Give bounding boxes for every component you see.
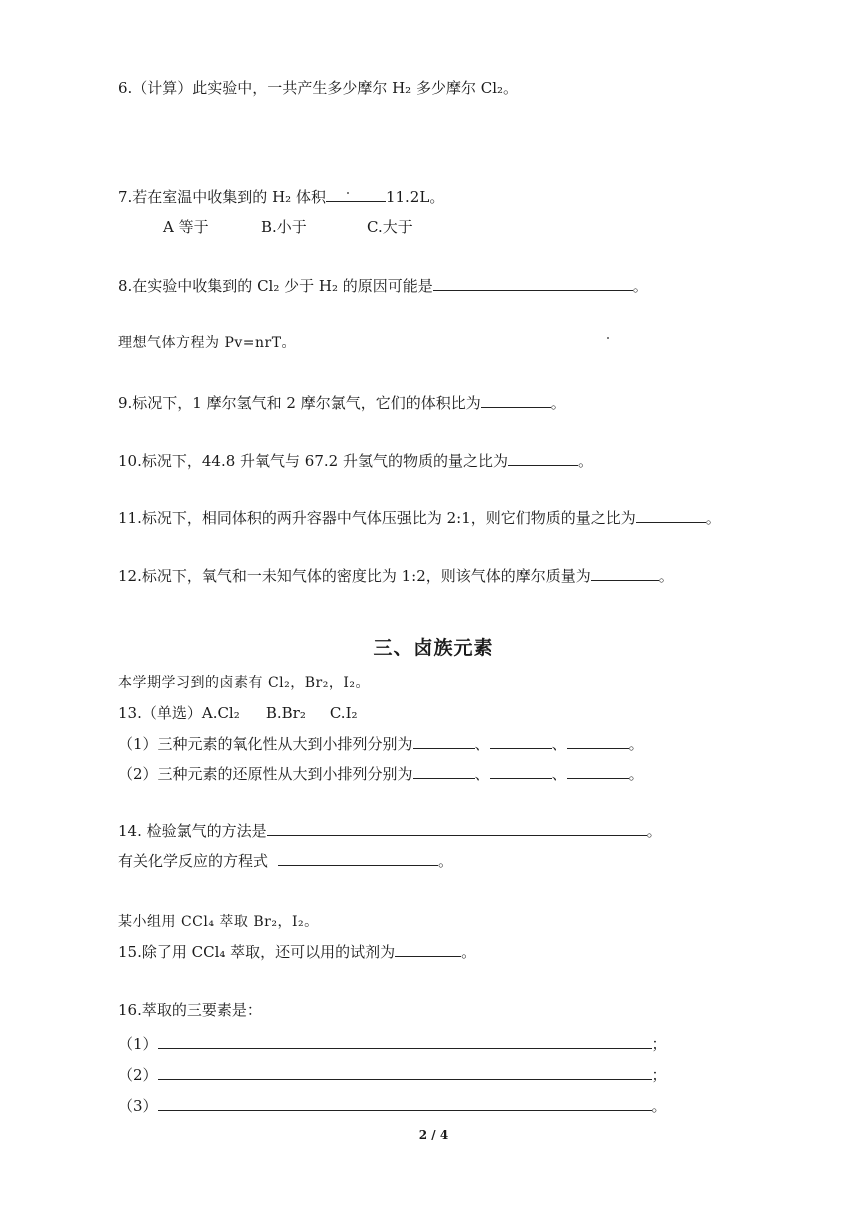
extraction-note (118, 912, 319, 932)
question-9-suffix: 。 (550, 394, 566, 412)
question-7-options (163, 217, 413, 237)
question-9 (118, 393, 566, 413)
question-10 (118, 451, 593, 471)
answer-blank-q14-method[interactable] (267, 821, 647, 836)
question-7-prefix: 7.若在室温中收集到的 H₂ 体积 (118, 188, 326, 206)
answer-blank-q12[interactable] (591, 566, 659, 581)
answer-blank-q13-1a[interactable] (413, 734, 475, 749)
section-title: 三、卤族元素 (373, 637, 494, 659)
question-11 (118, 508, 721, 528)
separator: 、 (474, 765, 490, 783)
question-14-prefix: 14. 检验氯气的方法是 (118, 822, 267, 840)
answer-blank-q16-3[interactable] (158, 1096, 652, 1111)
option-c[interactable]: C.大于 (367, 218, 413, 236)
option-a[interactable]: A.Cl₂ (201, 704, 240, 722)
question-14-equation-suffix: 。 (438, 852, 454, 870)
question-10-suffix: 。 (577, 452, 593, 470)
question-8 (118, 276, 648, 296)
answer-blank-q16-2[interactable] (158, 1065, 652, 1080)
question-16-item-1 (118, 1034, 667, 1054)
ideal-gas-note-text: 理想气体方程为 Pv=nrT。 (118, 335, 297, 351)
question-6 (118, 78, 518, 98)
period: 。 (628, 765, 644, 783)
item-end: ； (651, 1035, 667, 1053)
item-label: （3） (118, 1097, 158, 1115)
question-7-suffix: 11.2L。 (385, 188, 445, 206)
separator: 、 (551, 735, 567, 753)
separator: 、 (551, 765, 567, 783)
scan-speck (347, 192, 349, 194)
question-13-part-2-text: （2）三种元素的还原性从大到小排列分别为 (118, 765, 413, 783)
question-13-prefix: 13.（单选） (118, 704, 202, 722)
option-c[interactable]: C.I₂ (329, 704, 358, 722)
answer-blank-q15[interactable] (395, 942, 461, 957)
question-13-part-1-text: （1）三种元素的氧化性从大到小排列分别为 (118, 735, 413, 753)
answer-blank-q13-1b[interactable] (490, 734, 552, 749)
question-12 (118, 566, 674, 586)
question-12-suffix: 。 (658, 567, 674, 585)
answer-blank-q7[interactable] (326, 187, 386, 202)
question-15-suffix: 。 (461, 943, 477, 961)
answer-blank-q13-2b[interactable] (490, 764, 552, 779)
period: 。 (628, 735, 644, 753)
scan-speck (607, 337, 609, 339)
option-a[interactable]: A 等于 (163, 218, 209, 236)
question-16-item-3 (118, 1096, 667, 1116)
question-16-item-2 (118, 1065, 667, 1085)
question-9-prefix: 9.标况下，1 摩尔氢气和 2 摩尔氯气，它们的体积比为 (118, 394, 481, 412)
item-end: 。 (651, 1097, 667, 1115)
answer-blank-q16-1[interactable] (158, 1034, 652, 1049)
question-14-equation (118, 851, 453, 871)
question-11-suffix: 。 (705, 509, 721, 527)
question-14 (118, 821, 662, 841)
separator: 、 (474, 735, 490, 753)
question-15 (118, 942, 476, 962)
answer-blank-q13-2c[interactable] (567, 764, 629, 779)
page-number: 2 / 4 (418, 1128, 449, 1142)
question-10-prefix: 10.标况下，44.8 升氧气与 67.2 升氢气的物质的量之比为 (118, 452, 508, 470)
question-11-prefix: 11.标况下，相同体积的两升容器中气体压强比为 2:1，则它们物质的量之比为 (118, 509, 636, 527)
question-6-text: 6.（计算）此实验中，一共产生多少摩尔 H₂ 多少摩尔 Cl₂。 (118, 79, 518, 97)
item-end: ； (651, 1066, 667, 1084)
answer-blank-q11[interactable] (636, 508, 706, 523)
ideal-gas-note (118, 333, 296, 353)
question-12-prefix: 12.标况下，氧气和一未知气体的密度比为 1:2，则该气体的摩尔质量为 (118, 567, 591, 585)
halogens-note (118, 673, 370, 693)
answer-blank-q10[interactable] (508, 451, 578, 466)
question-16 (118, 1000, 262, 1020)
question-7 (118, 187, 444, 207)
answer-blank-q8[interactable] (433, 276, 633, 291)
option-b[interactable]: B.小于 (261, 218, 307, 236)
answer-blank-q9[interactable] (481, 393, 551, 408)
question-13-part-2 (118, 764, 644, 784)
answer-blank-q13-2a[interactable] (413, 764, 475, 779)
item-label: （2） (118, 1066, 158, 1084)
answer-blank-q14-equation[interactable] (278, 851, 438, 866)
question-13-part-1 (118, 734, 644, 754)
question-13 (118, 703, 358, 723)
halogens-note-text: 本学期学习到的卤素有 Cl₂，Br₂，I₂。 (118, 675, 370, 691)
item-label: （1） (118, 1035, 158, 1053)
extraction-note-text: 某小组用 CCl₄ 萃取 Br₂，I₂。 (118, 914, 319, 930)
question-8-suffix: 。 (632, 277, 648, 295)
question-14-suffix: 。 (646, 822, 662, 840)
question-8-prefix: 8.在实验中收集到的 Cl₂ 少于 H₂ 的原因可能是 (118, 277, 433, 295)
question-15-prefix: 15.除了用 CCl₄ 萃取，还可以用的试剂为 (118, 943, 396, 961)
question-16-title: 16.萃取的三要素是： (118, 1001, 262, 1019)
answer-blank-q13-1c[interactable] (567, 734, 629, 749)
option-b[interactable]: B.Br₂ (265, 704, 306, 722)
question-14-equation-prefix: 有关化学反应的方程式 (118, 852, 269, 870)
